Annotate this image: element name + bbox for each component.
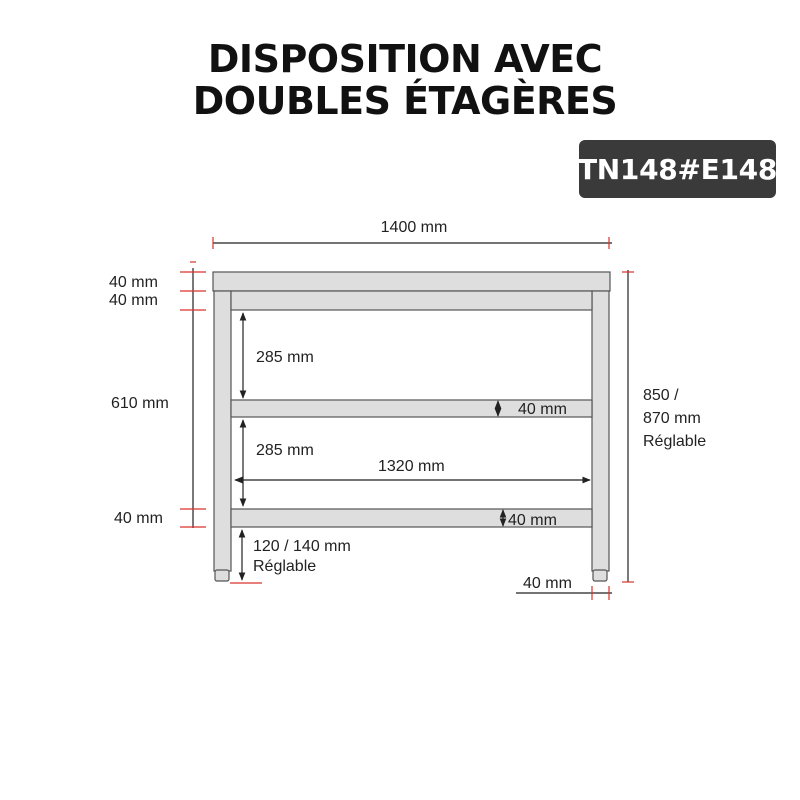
top-thickness-label: 40 mm bbox=[109, 274, 158, 291]
gap-upper-label: 285 mm bbox=[256, 349, 314, 366]
total-height-label-1: 850 / bbox=[643, 387, 679, 404]
middle-shelf-label: 40 mm bbox=[518, 401, 567, 418]
frame-height-label: 610 mm bbox=[111, 395, 169, 412]
table-frame bbox=[213, 272, 610, 581]
right-leg bbox=[592, 291, 609, 571]
foot-height-label-1: 120 / 140 mm bbox=[253, 538, 351, 555]
left-foot bbox=[215, 570, 229, 581]
model-code-badge: TN148#E148 bbox=[579, 140, 776, 198]
gap-lower-label: 285 mm bbox=[256, 442, 314, 459]
total-height-label-2: 870 mm bbox=[643, 410, 701, 427]
title-line-1: DISPOSITION AVEC bbox=[207, 37, 603, 81]
right-foot bbox=[593, 570, 607, 581]
title-line-2: DOUBLES ÉTAGÈRES bbox=[192, 79, 618, 123]
leg-width-label: 40 mm bbox=[523, 575, 572, 592]
total-height-label-3: Réglable bbox=[643, 433, 707, 450]
bottom-shelf-left-label: 40 mm bbox=[114, 510, 163, 527]
inner-width-label: 1320 mm bbox=[378, 458, 445, 475]
foot-height-label-2: Réglable bbox=[253, 558, 317, 575]
upper-rail bbox=[231, 291, 592, 310]
upper-rail-label: 40 mm bbox=[109, 292, 158, 309]
bottom-shelf-label: 40 mm bbox=[508, 512, 557, 529]
left-leg bbox=[214, 291, 231, 571]
table-top bbox=[213, 272, 610, 291]
total-width-label: 1400 mm bbox=[380, 219, 448, 236]
